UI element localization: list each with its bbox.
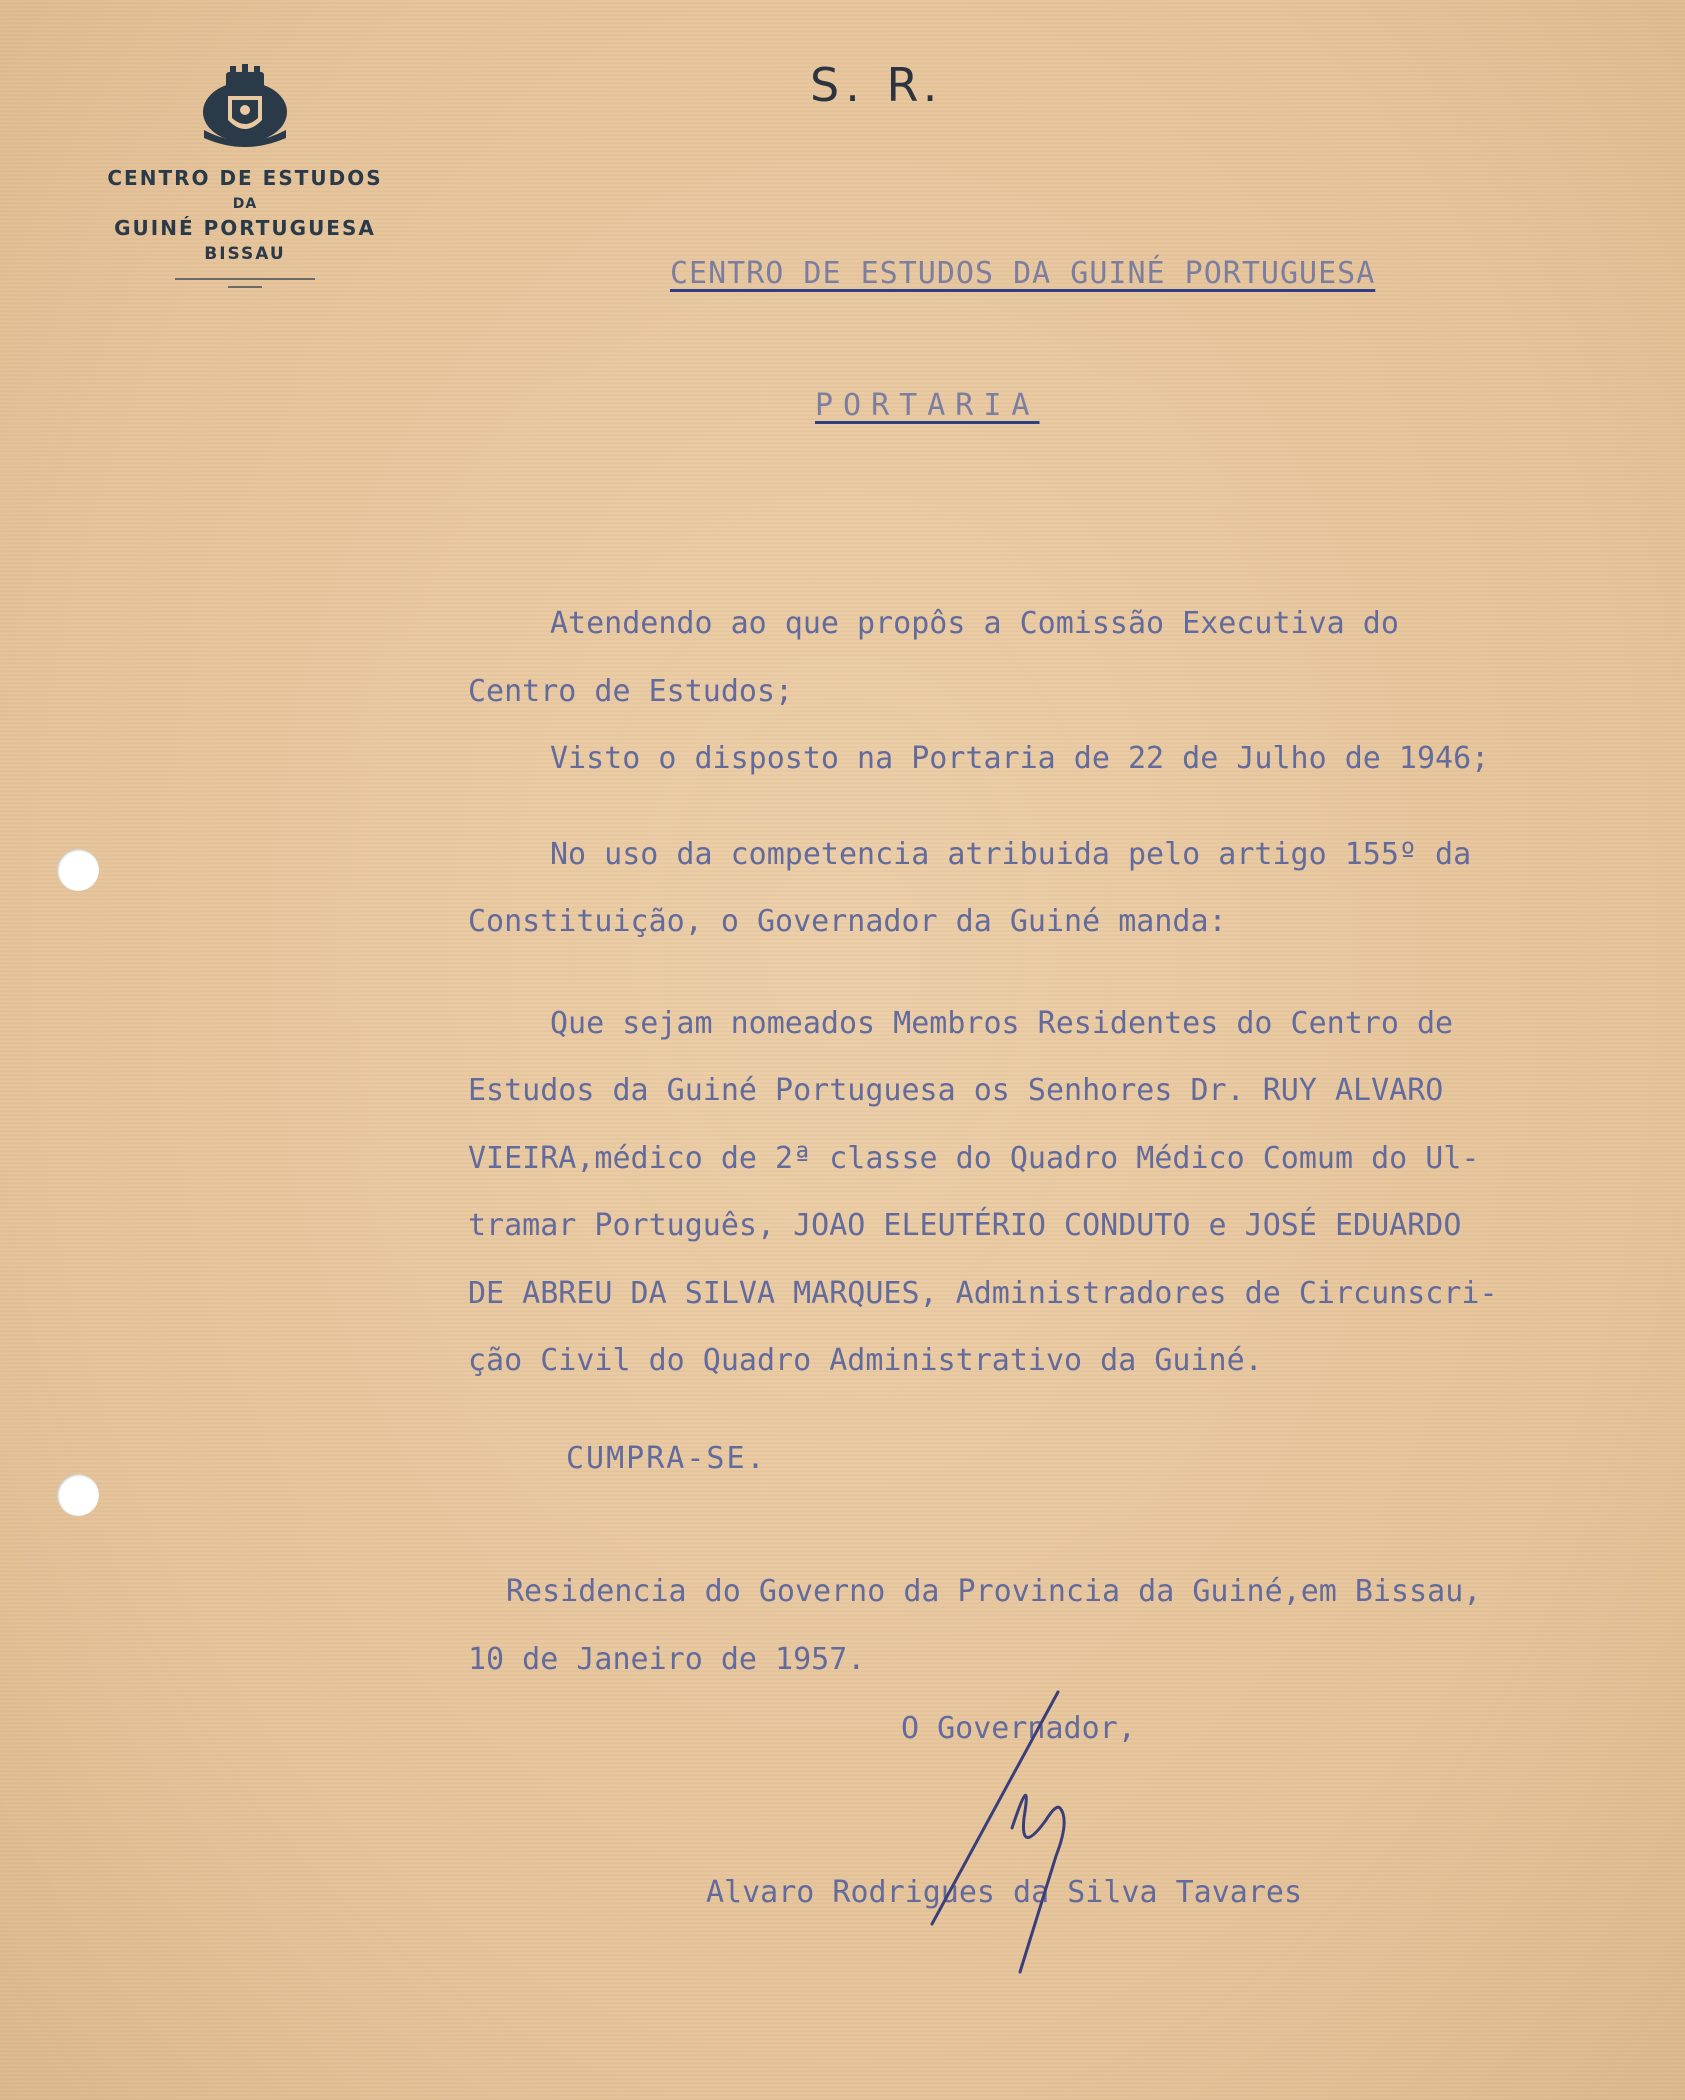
body-line: VIEIRA,médico de 2ª classe do Quadro Médico Comum do Ul- xyxy=(468,1140,1480,1176)
cumpra-se: CUMPRA-SE. xyxy=(566,1440,767,1476)
letterhead xyxy=(60,60,430,288)
coat-of-arms-icon xyxy=(190,60,300,156)
body-line: Visto o disposto na Portaria de 22 de Julho de 1946; xyxy=(550,741,1490,776)
residence-line: Residencia do Governo da Provincia da Guiné,em Bissau, xyxy=(506,1574,1482,1609)
heading-centro: CENTRO DE ESTUDOS DA GUINÉ PORTUGUESA xyxy=(670,256,1376,291)
body-line: Que sejam nomeados Membros Residentes do Centro de xyxy=(550,1005,1454,1041)
punch-hole-bottom xyxy=(57,1474,99,1516)
body-line: Atendendo ao que propôs a Comissão Executiva do xyxy=(550,606,1399,641)
letterhead-line1: CENTRO DE ESTUDOS xyxy=(107,166,383,190)
body-line: DE ABREU DA SILVA MARQUES, Administradores de Circunscri- xyxy=(468,1275,1498,1311)
letterhead-divider-short xyxy=(228,286,262,288)
date-line: 10 de Janeiro de 1957. xyxy=(468,1641,866,1677)
punch-hole-top xyxy=(57,849,99,891)
signatory-name: Alvaro Rodrigues da Silva Tavares xyxy=(706,1874,1303,1910)
heading-portaria: PORTARIA xyxy=(815,388,1040,423)
letterhead-line3: GUINÉ PORTUGUESA xyxy=(114,216,376,240)
body-line: Centro de Estudos; xyxy=(468,673,794,709)
letterhead-line4: BISSAU xyxy=(204,244,286,264)
header-mark: S. R. xyxy=(810,58,944,112)
letterhead-line2: DA xyxy=(232,196,258,212)
body-line: No uso da competencia atribuida pelo artigo 155º da xyxy=(550,836,1472,872)
closing-governador: O Governador, xyxy=(901,1711,1136,1746)
body-line: tramar Português, JOAO ELEUTÉRIO CONDUTO e JOSÉ EDUARDO xyxy=(468,1208,1462,1243)
body-line: Estudos da Guiné Portuguesa os Senhores Dr. RUY ALVARO xyxy=(468,1073,1444,1108)
handwritten-signature xyxy=(920,1680,1160,1980)
body-line: Constituição, o Governador da Guiné manda: xyxy=(468,904,1227,939)
letterhead-divider xyxy=(175,278,315,280)
body-line: ção Civil do Quadro Administrativo da Guiné. xyxy=(468,1343,1263,1378)
